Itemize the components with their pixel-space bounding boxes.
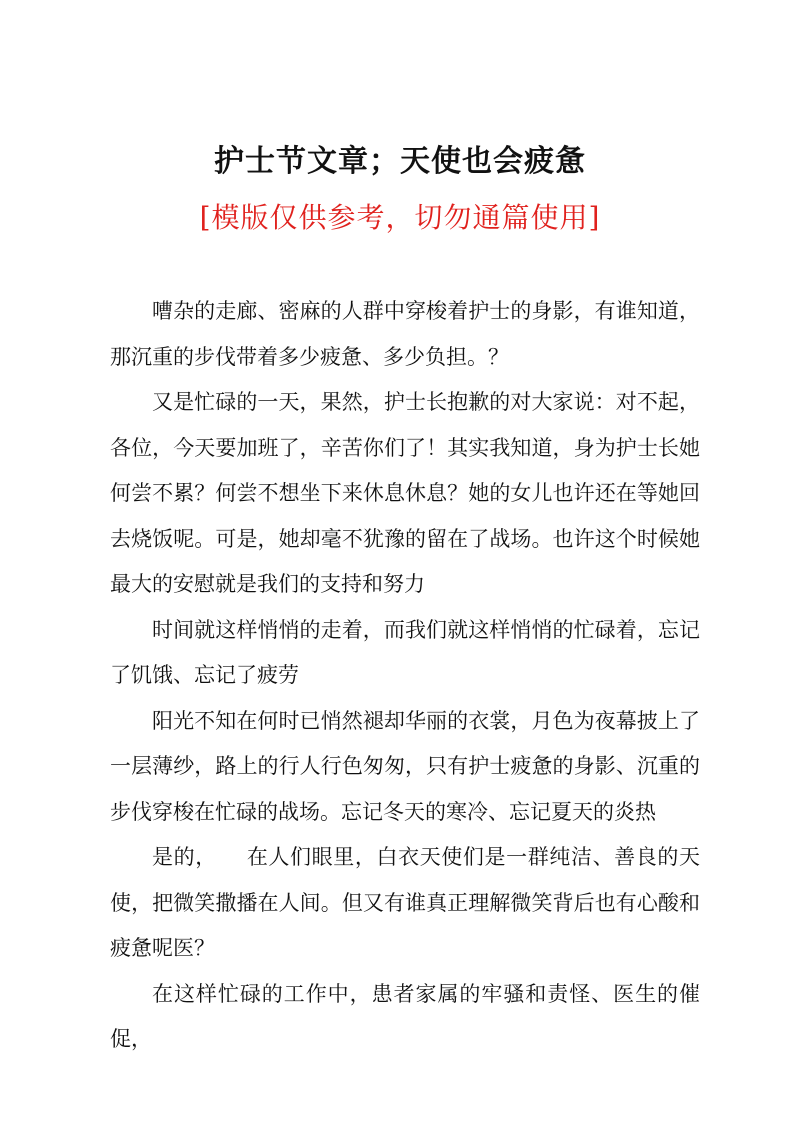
paragraph-5-lead: 是的， (152, 845, 217, 869)
paragraph-6: 在这样忙碌的工作中，患者家属的牢骚和责怪、医生的催促， (110, 981, 700, 1051)
document-title: 护士节文章；天使也会疲惫 (214, 144, 586, 179)
paragraph-5-rest: 在人们眼里，白衣天使们是一群纯洁、善良的天使，把微笑撒播在人间。但又有谁真正理解微笑背后也有心酸和疲惫呢医？ (110, 845, 701, 960)
paragraph-1: 嘈杂的走廊、密麻的人群中穿梭着护士的身影，有谁知道，那沉重的步伐带着多少疲惫、多少负担。？ (110, 299, 700, 369)
paragraph-5 (110, 835, 700, 972)
paragraph-4: 阳光不知在何时已悄然褪却华丽的衣裳，月色为夜幕披上了一层薄纱，路上的行人行色匆匆，只有护士疲惫的身影、沉重的步伐穿梭在忙碌的战场。忘记冬天的寒冷、忘记夏天的炎热 (110, 708, 700, 824)
paragraph-2: 又是忙碌的一天，果然，护士长抱歉的对大家说：对不起，各位，今天要加班了，辛苦你们了！其实我知道，身为护士长她何尝不累？何尝不想坐下来休息休息？她的女儿也许还在等她回去烧饭呢。可是，她却毫不犹豫的留在了战场。也许这个时候她最大的安慰就是我们的支持和努力 (110, 390, 700, 596)
paragraph-3: 时间就这样悄悄的走着，而我们就这样悄悄的忙碌着，忘记了饥饿、忘记了疲劳 (110, 617, 700, 687)
template-disclaimer: [模版仅供参考，切勿通篇使用] (199, 201, 601, 234)
article-body (110, 289, 700, 1063)
